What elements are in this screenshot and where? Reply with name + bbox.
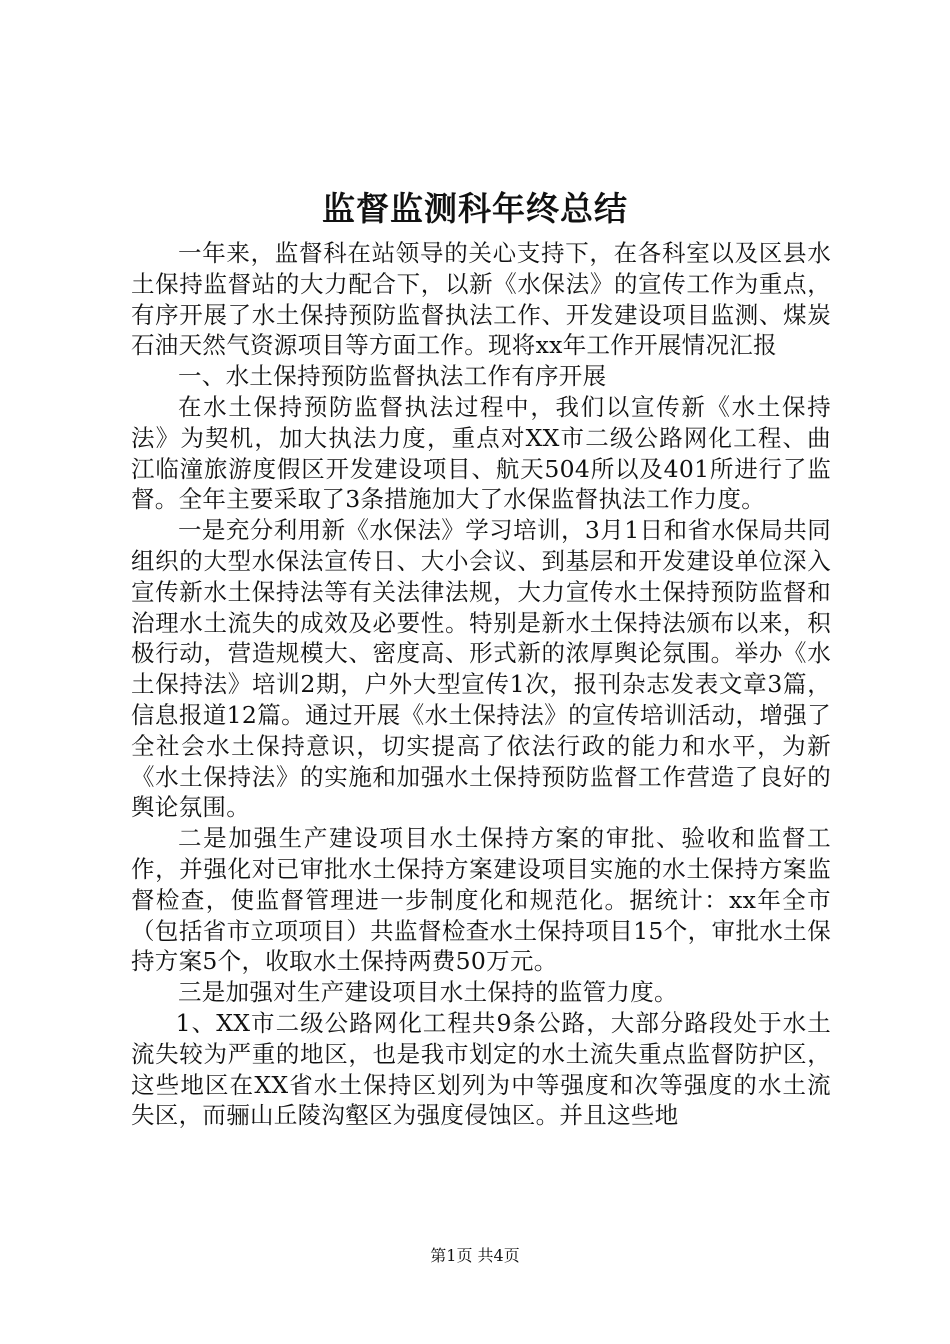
paragraph-intro: 一年来，监督科在站领导的关心支持下，在各科室以及区县水土保持监督站的大力配合下，以新《水保法》的宣传工作为重点，有序开展了水土保持预防监督执法工作、开发建设项目监测、煤炭石油天然气资源项目等方面工作。现将xx年工作开展情况汇报 bbox=[131, 239, 831, 360]
paragraph-enforcement: 在水土保持预防监督执法过程中，我们以宣传新《水土保持法》为契机，加大执法力度，重点对XX市二级公路网化工程、曲江临潼旅游度假区开发建设项目、航天504所以及401所进行了监督。全年主要采取了3条措施加大了水保监督执法工作力度。 bbox=[131, 392, 831, 514]
page-number-footer: 第1页 共4页 bbox=[430, 1246, 520, 1265]
document-title: 监督监测科年终总结 bbox=[322, 189, 628, 228]
paragraph-measure-1: 一是充分利用新《水保法》学习培训，3月1日和省水保局共同组织的大型水保法宣传日、大小会议、到基层和开发建设单位深入宣传新水土保持法等有关法律法规，大力宣传水土保持预防监督和治理水土流失的成效及必要性。特别是新水土保持法颁布以来，积极行动，营造规模大、密度高、形式新的浓厚舆论氛围。举办《水土保持法》培训2期，户外大型宣传1次，报刊杂志发表文章3篇，信息报道12篇。通过开展《水土保持法》的宣传培训活动，增强了全社会水土保持意识，切实提高了依法行政的能力和水平，为新《水土保持法》的实施和加强水土保持预防监督工作营造了良好的舆论氛围。 bbox=[131, 516, 831, 822]
paragraph-measure-3: 三是加强对生产建设项目水土保持的监管力度。 bbox=[178, 978, 678, 1007]
paragraph-item-1: 1、XX市二级公路网化工程共9条公路，大部分路段处于水土流失较为严重的地区，也是我市划定的水土流失重点监督防护区，这些地区在XX省水土保持区划列为中等强度和次等强度的水土流失区，而骊山丘陵沟壑区为强度侵蚀区。并且这些地 bbox=[131, 1008, 831, 1130]
document-body bbox=[131, 238, 831, 1131]
section-heading-1: 一、水土保持预防监督执法工作有序开展 bbox=[178, 362, 607, 391]
paragraph-measure-2: 二是加强生产建设项目水土保持方案的审批、验收和监督工作，并强化对已审批水土保持方案建设项目实施的水土保持方案监督检查，使监督管理进一步制度化和规范化。据统计：xx年全市（包括省市立项项目）共监督检查水土保持项目15个，审批水土保持方案5个，收取水土保持两费50万元。 bbox=[131, 824, 831, 976]
